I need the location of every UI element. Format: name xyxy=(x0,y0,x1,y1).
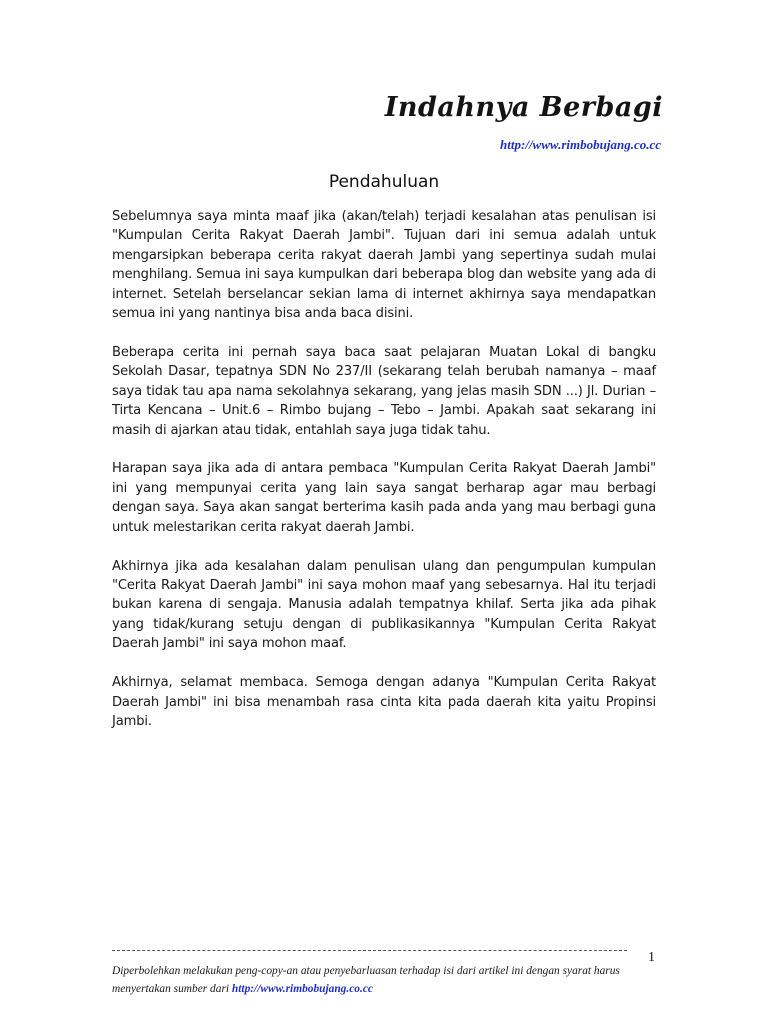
body-text xyxy=(112,207,656,751)
footer-note-text: Diperbolehkan melakukan peng-copy-an atau penyebarluasan terhadap isi dari artikel ini dengan syarat harus menyertakan sumber dari xyxy=(112,965,620,995)
page-title: Pendahuluan xyxy=(328,172,440,192)
paragraph-hope: Harapan saya jika ada di antara pembaca "Kumpulan Cerita Rakyat Daerah Jambi" ini yang mempunyai cerita yang lain saya sangat berharap agar mau berbagi dengan saya. Saya akan sangat berterima kasih pada anda yang mau berbagi guna untuk melestarikan cerita rakyat daerah Jambi. xyxy=(112,461,656,535)
paragraph-apology: Akhirnya jika ada kesalahan dalam penulisan ulang dan pengumpulan kumpulan "Cerita Rakyat Daerah Jambi" ini saya mohon maaf yang sebesarnya. Hal itu terjadi bukan karena di sengaja. Manusia adalah tempatnya khilaf. Serta jika ada pihak yang tidak/kurang setuju dengan di publikasikannya "Kumpulan Cerita Rakyat Daerah Jambi" ini saya mohon maaf. xyxy=(112,558,656,652)
paragraph-closing: Akhirnya, selamat membaca. Semoga dengan adanya "Kumpulan Cerita Rakyat Daerah Jambi" ini bisa menambah rasa cinta kita pada daerah kita yaitu Propinsi Jambi. xyxy=(112,675,656,729)
paragraph-intro: Sebelumnya saya minta maaf jika (akan/telah) terjadi kesalahan atas penulisan isi "Kumpulan Cerita Rakyat Daerah Jambi". Tujuan dari ini semua adalah untuk mengarsipkan beberapa cerita rakyat daerah Jambi yang sepertinya sudah mulai menghilang. Semua ini saya kumpulkan dari beberapa blog dan website yang ada di internet. Setelah berselancar sekian lama di internet akhirnya saya mendapatkan semua ini yang nantinya bisa anda baca disini. xyxy=(112,209,656,322)
site-url-link[interactable]: http://www.rimbobujang.co.cc xyxy=(500,137,661,152)
footer-note xyxy=(112,963,652,998)
page-number: 1 xyxy=(648,950,655,965)
paragraph-school: Beberapa cerita ini pernah saya baca saat pelajaran Muatan Lokal di bangku Sekolah Dasar, tepatnya SDN No 237/II (sekarang telah berubah namanya – maaf saya tidak tau apa nama sekolahnya sekarang, yang jelas masih SDN ...) Jl. Durian – Tirta Kencana – Unit.6 – Rimbo bujang – Tebo – Jambi. Apakah saat sekarang ini masih di ajarkan atau tidak, entahlah saya juga tidak tahu. xyxy=(112,344,656,438)
footer-divider xyxy=(112,950,627,951)
site-title: Indahnya Berbagi xyxy=(384,92,663,123)
footer-source-link[interactable]: http://www.rimbobujang.co.cc xyxy=(231,982,373,995)
